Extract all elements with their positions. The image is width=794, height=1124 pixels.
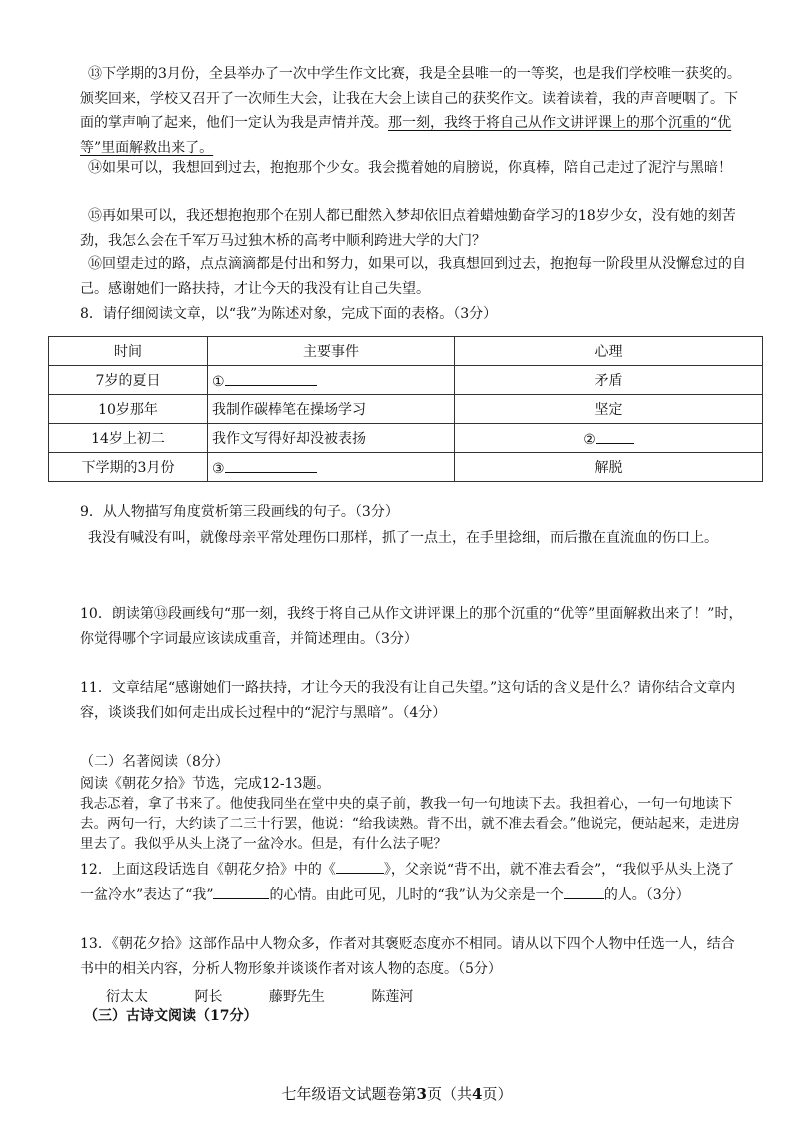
- cell-time: 7岁的夏日: [49, 366, 208, 395]
- table-row: [49, 395, 763, 424]
- paragraph-13-text: ⑬下学期的3月份，全县举办了一次中学生作文比赛，我是全县唯一的一等奖，也是我们学校唯一获奖的。颁奖回来，学校又召开了一次师生大会，让我在大会上读自己的获奖作文。读着读着，我的声音哽咽了。下面的掌声响了起来，他们一定认为我是声情并茂。: [80, 66, 741, 131]
- answer-blank[interactable]: [225, 458, 317, 473]
- question-8: 8．请仔细阅读文章，以“我”为陈述对象，完成下面的表格。（3分）: [80, 306, 498, 322]
- cell-mind: 矛盾: [455, 366, 763, 395]
- question-13: 13．《朝花夕拾》这部作品中人物众多，作者对其褒贬态度亦不相同。请从以下四个人物中任选一人，结合书中的相关内容，分析人物形象并谈谈作者对该人物的态度。（5分）: [80, 936, 735, 977]
- paragraph-15: ⑮再如果可以，我还想抱抱那个在别人都已酣然入梦却依旧点着蜡烛勤奋学习的18岁少女，没有她的刻苦劲，我怎么会在千军万马过独木桥的高考中顺利跨进大学的大门？: [80, 208, 736, 249]
- question-8-table: [48, 336, 763, 482]
- question-11: 11．文章结尾“感谢她们一路扶持，才让今天的我没有让自己失望。”这句话的含义是什么？请你结合文章内容，谈谈我们如何走出成长过程中的“泥泞与黑暗”。（4分）: [80, 680, 736, 721]
- cell-time: 10岁那年: [49, 395, 208, 424]
- character-name: 陈莲河: [371, 989, 414, 1005]
- character-name: 衍太太: [106, 989, 148, 1005]
- question-10: 10．朗读第⑬段画线句“那一刻，我终于将自己从作文讲评课上的那个沉重的“优等”里面解救出来了！”时，你觉得哪个字词最应该读成重音，并简述理由。（3分）: [80, 606, 743, 647]
- question-9: 9．从人物描写角度赏析第三段画线的句子。（3分）: [80, 504, 399, 520]
- table-header-row: [49, 337, 763, 366]
- cell-event: 我作文写得好却没被表扬: [208, 424, 455, 453]
- question-12: 12．上面这段话选自《朝花夕拾》中的《 》，父亲说“背不出，就不准去看会”，“我似乎从头上浇了一盆冷水”表达了“我” 的心情。由此可见，儿时的“我”认为父亲是一个 的人。（3分）: [80, 858, 746, 907]
- header-time: 时间: [49, 337, 208, 366]
- header-mind: 心理: [455, 337, 763, 366]
- answer-blank[interactable]: [336, 859, 384, 874]
- answer-blank[interactable]: [564, 884, 604, 899]
- cell-event[interactable]: ③: [208, 453, 455, 482]
- header-event: 主要事件: [208, 337, 455, 366]
- table-row: [49, 424, 763, 453]
- cell-mind[interactable]: ②: [455, 424, 763, 453]
- answer-blank[interactable]: [225, 371, 317, 386]
- section-2-intro: 阅读《朝花夕拾》节选，完成12-13题。: [80, 776, 331, 792]
- paragraph-14: ⑭如果可以，我想回到过去，抱抱那个少女。我会揽着她的肩膀说，你真棒，陪自己走过了泥泞与黑暗！: [88, 160, 732, 176]
- cell-event: 我制作碳棒笔在操场学习: [208, 395, 455, 424]
- cell-mind: 坚定: [455, 395, 763, 424]
- cell-time: 下学期的3月份: [49, 453, 208, 482]
- cell-mind: 解脱: [455, 453, 763, 482]
- section-2-passage: 我忐忑着，拿了书来了。他使我同坐在堂中央的桌子前，教我一句一句地读下去。我担着心，一句一句地读下去。两句一行，大约读了二三十行罢，他说：“给我读熟。背不出，就不准去看会。”他说完，便站起来，走进房里去了。我似乎从头上浇了一盆冷水。但是，有什么法子呢？: [80, 796, 740, 852]
- table-row: [49, 453, 763, 482]
- paragraph-13: [80, 62, 746, 160]
- table-row: [49, 366, 763, 395]
- character-list: [106, 986, 455, 1006]
- cell-event[interactable]: ①: [208, 366, 455, 395]
- character-name: 阿长: [194, 989, 223, 1005]
- question-9-quote: 我没有喊没有叫，就像母亲平常处理伤口那样，抓了一点土，在手里捻细，而后撒在直流血的伤口上。: [88, 530, 718, 546]
- answer-blank[interactable]: [213, 884, 269, 899]
- page-footer: 七年级语文试题卷第3页（共4页）: [281, 1085, 513, 1103]
- character-name: 藤野先生: [268, 989, 325, 1005]
- cell-time: 14岁上初二: [49, 424, 208, 453]
- section-2-title: （二）名著阅读（8分）: [80, 754, 229, 770]
- paragraph-13-underlined-sentence: 那一刻，我终于将自己从作文讲评课上的那个沉重的“优等”里面解救出来了。: [80, 115, 732, 156]
- paragraph-16: ⑯回望走过的路，点点滴滴都是付出和努力，如果可以，我真想回到过去，抱抱每一阶段里从没懈怠过的自己。感谢她们一路扶持，才让今天的我没有让自己失望。: [80, 256, 746, 297]
- section-3-title: （三）古诗文阅读（17分）: [84, 1008, 258, 1024]
- answer-blank[interactable]: [596, 429, 634, 444]
